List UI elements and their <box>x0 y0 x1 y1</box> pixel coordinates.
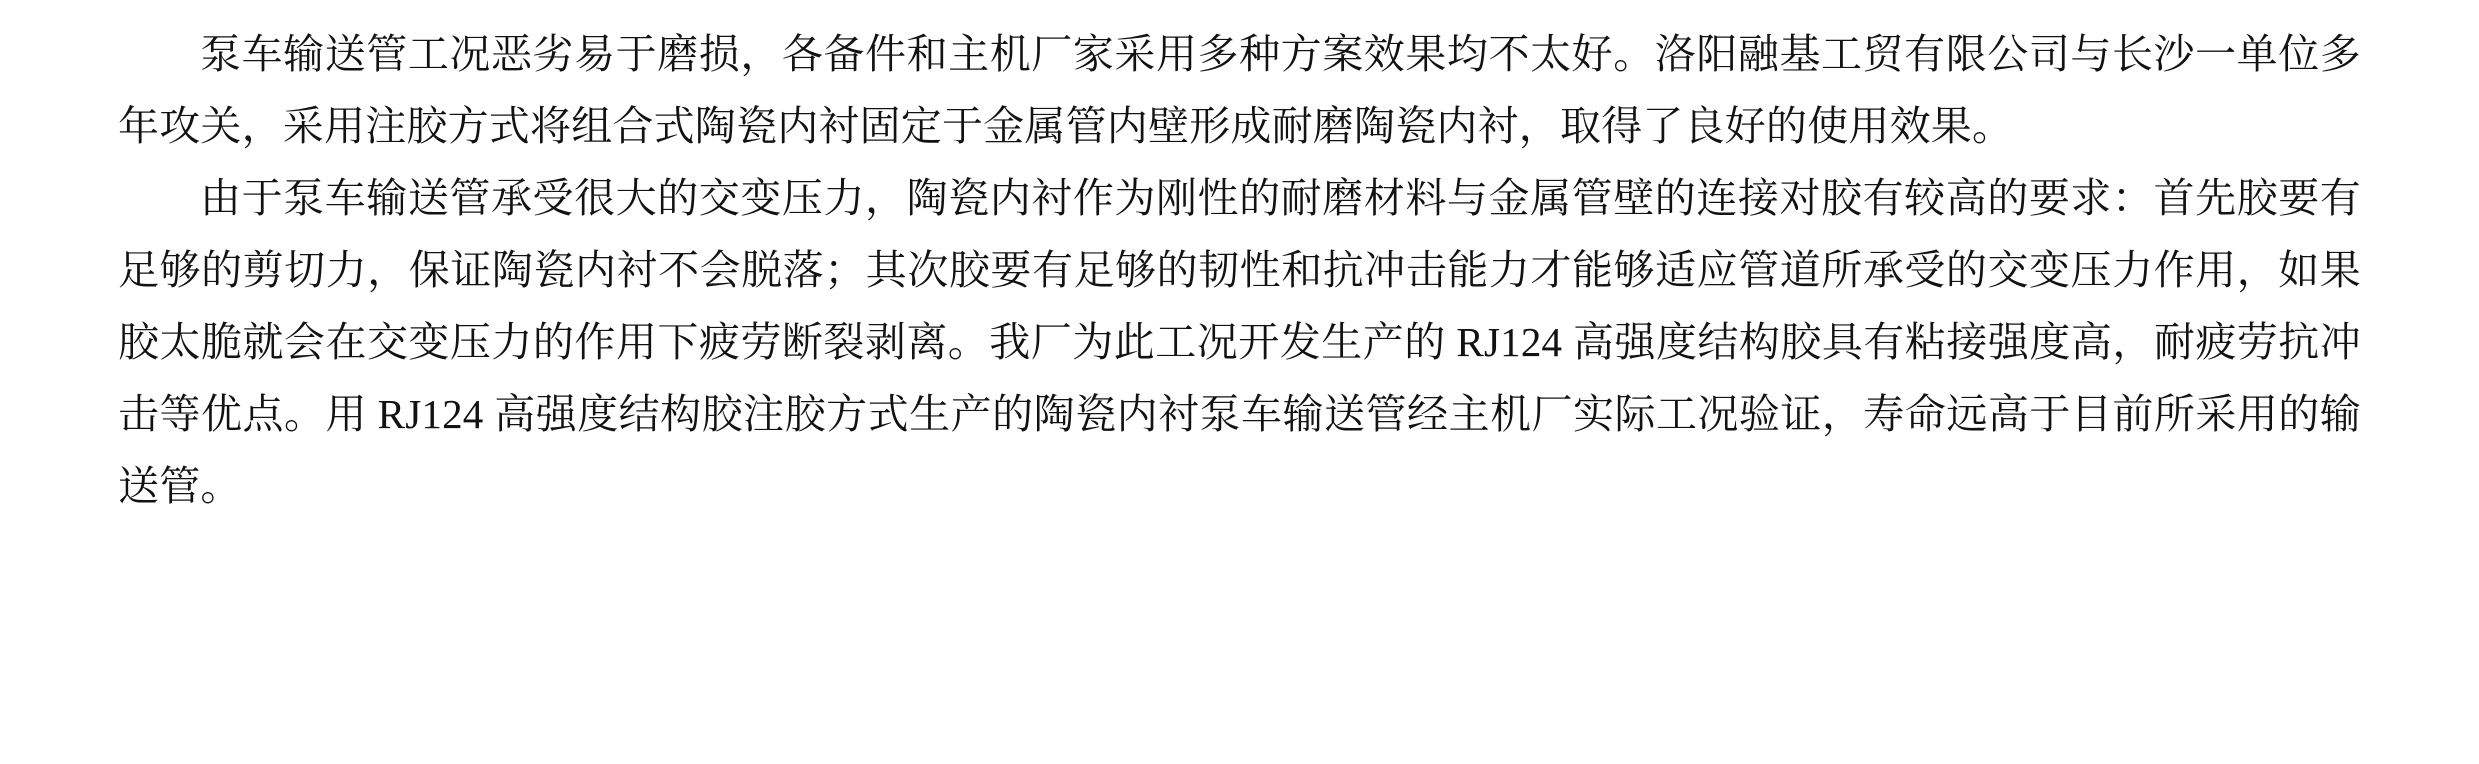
paragraph-1: 泵车输送管工况恶劣易于磨损，各备件和主机厂家采用多种方案效果均不太好。洛阳融基工贸有限公司与长沙一单位多年攻关，采用注胶方式将组合式陶瓷内衬固定于金属管内壁形成耐磨陶瓷内衬，取得了良好的使用效果。 <box>118 31 2361 149</box>
document-body <box>118 18 2361 522</box>
paragraph-2: 由于泵车输送管承受很大的交变压力，陶瓷内衬作为刚性的耐磨材料与金属管壁的连接对胶有较高的要求：首先胶要有足够的剪切力，保证陶瓷内衬不会脱落；其次胶要有足够的韧性和抗冲击能力才能够适应管道所承受的交变压力作用，如果胶太脆就会在交变压力的作用下疲劳断裂剥离。我厂为此工况开发生产的 RJ124 高强度结构胶具有粘接强度高，耐疲劳抗冲击等优点。用 RJ124 高强度结构胶注胶方式生产的陶瓷内衬泵车输送管经主机厂实际工况验证，寿命远高于目前所采用的输送管。 <box>118 175 2361 509</box>
